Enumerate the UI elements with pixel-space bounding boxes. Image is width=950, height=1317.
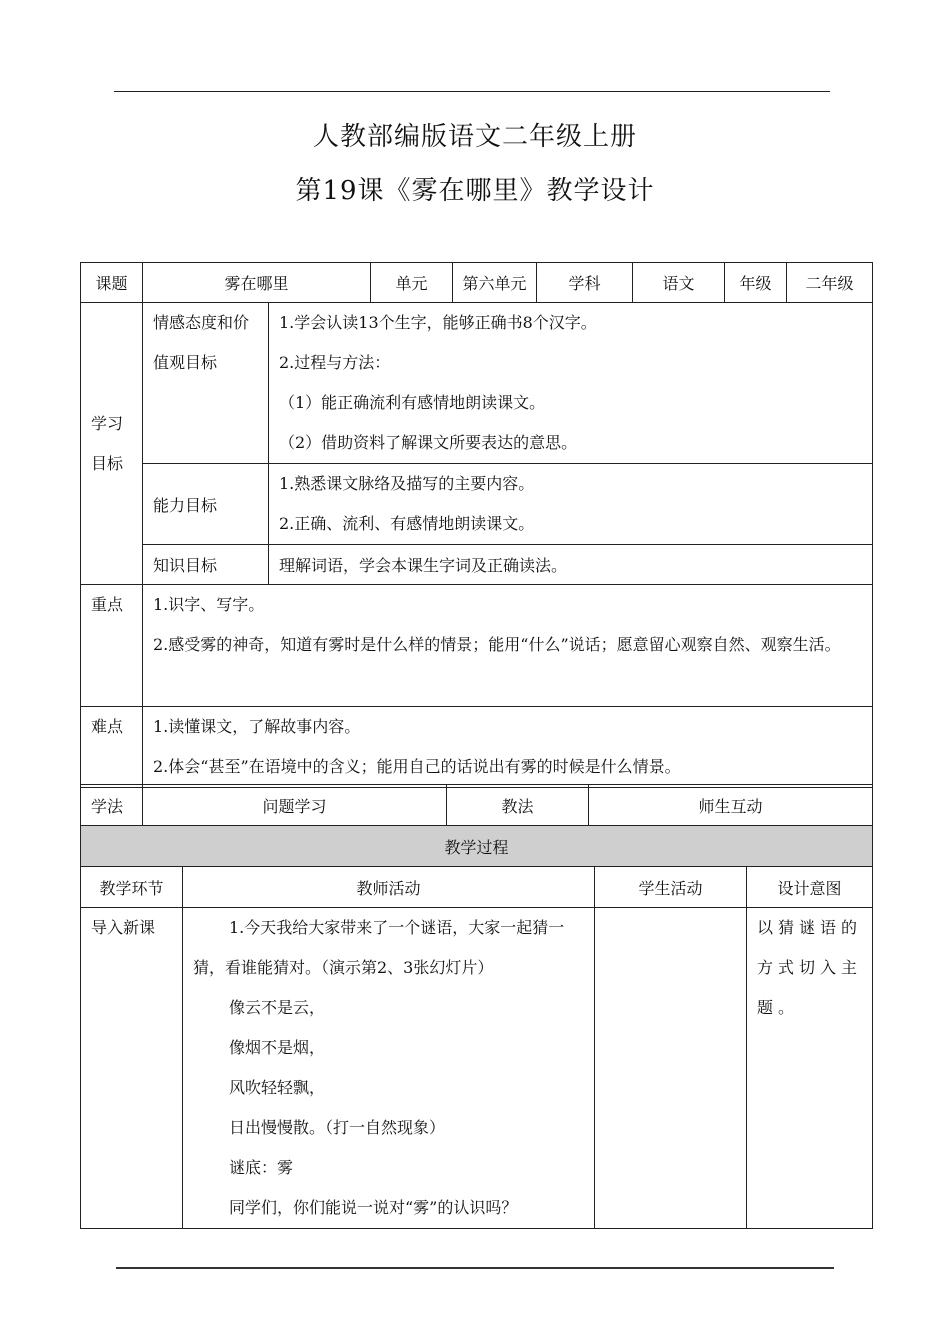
footer-rule [116,1267,834,1269]
teacher-line-7: 同学们，你们能说一说对“雾”的认识吗？ [229,1198,518,1217]
emotion-objective-content [269,303,873,464]
emotion-line-2: 2.过程与方法： [279,353,391,372]
difficult-points-row [81,707,873,788]
grade-label: 年级 [725,263,787,303]
stage-cell: 导入新课 [81,908,183,1229]
teacher-line-2: 像云不是云， [229,998,326,1017]
process-row [81,908,873,1229]
col-stage: 教学环节 [81,867,183,908]
teacher-line-5: 日出慢慢散。（打一自然现象） [229,1118,446,1137]
lesson-info-table [80,262,873,788]
teacher-line-1: 1.今天我给大家带来了一个谜语，大家一起猜一猜，看谁能猜对。（演示第2、3张幻灯片） [193,918,565,977]
info-row [81,263,873,303]
difficult-point-2: 2.体会“甚至”在语境中的含义；能用自己的话说出有雾的时候是什么情景。 [153,757,681,776]
emotion-line-3: （1）能正确流利有感情地朗读课文。 [279,393,546,412]
topic-label: 课题 [81,263,143,303]
subject-value: 语文 [633,263,725,303]
ability-line-2: 2.正确、流利、有感情地朗读课文。 [279,514,535,533]
ability-objective-content [269,464,873,545]
teacher-line-3: 像烟不是烟， [229,1038,326,1057]
objectives-label: 学习目标 [81,303,143,585]
ability-line-1: 1.熟悉课文脉络及描写的主要内容。 [279,474,535,493]
methods-table [80,784,873,826]
unit-label: 单元 [371,263,453,303]
key-point-1: 1.识字、写字。 [153,595,265,614]
teacher-line-6: 谜底：雾 [229,1158,294,1177]
key-points-label: 重点 [81,585,143,707]
subject-label: 学科 [537,263,633,303]
emotion-objective-label: 情感态度和价值观目标 [143,303,269,464]
doc-title-line1: 人教部编版语文二年级上册 [312,122,637,152]
topic-value: 雾在哪里 [143,263,371,303]
col-intent: 设计意图 [747,867,873,908]
methods-row [81,785,873,826]
col-teacher: 教师活动 [183,867,595,908]
header-rule [114,91,830,92]
ability-objective-label: 能力目标 [143,464,269,545]
difficult-point-1: 1.读懂课文，了解故事内容。 [153,717,361,736]
key-points-content [143,585,873,707]
study-method-value: 问题学习 [143,785,447,826]
teacher-activity-cell [183,908,595,1229]
student-activity-cell [595,908,747,1229]
objective-ability-row [81,464,873,545]
process-table [80,825,873,1229]
doc-title-line2: 第19课《雾在哪里》教学设计 [295,176,655,206]
objective-emotion-row [81,303,873,464]
emotion-line-4: （2）借助资料了解课文所要表达的意思。 [279,433,578,452]
col-student: 学生活动 [595,867,747,908]
knowledge-objective-label: 知识目标 [143,545,269,585]
key-points-row [81,585,873,707]
emotion-line-1: 1.学会认读13个生字，能够正确书8个汉字。 [279,313,597,332]
teach-method-value: 师生互动 [589,785,873,826]
key-point-2: 2.感受雾的神奇，知道有雾时是什么样的情景；能用“什么”说话；愿意留心观察自然、观察生活。 [153,635,841,654]
process-columns-row [81,867,873,908]
objective-knowledge-row [81,545,873,585]
difficult-points-content [143,707,873,788]
grade-value: 二年级 [787,263,873,303]
knowledge-objective-content: 理解词语，学会本课生字词及正确读法。 [269,545,873,585]
unit-value: 第六单元 [453,263,537,303]
teacher-line-4: 风吹轻轻飘， [229,1078,326,1097]
design-intent-cell: 以猜谜语的方式切入主题。 [747,908,873,1229]
study-method-label: 学法 [81,785,143,826]
teach-method-label: 教法 [447,785,589,826]
process-header: 教学过程 [81,826,873,867]
process-header-row [81,826,873,867]
difficult-points-label: 难点 [81,707,143,788]
